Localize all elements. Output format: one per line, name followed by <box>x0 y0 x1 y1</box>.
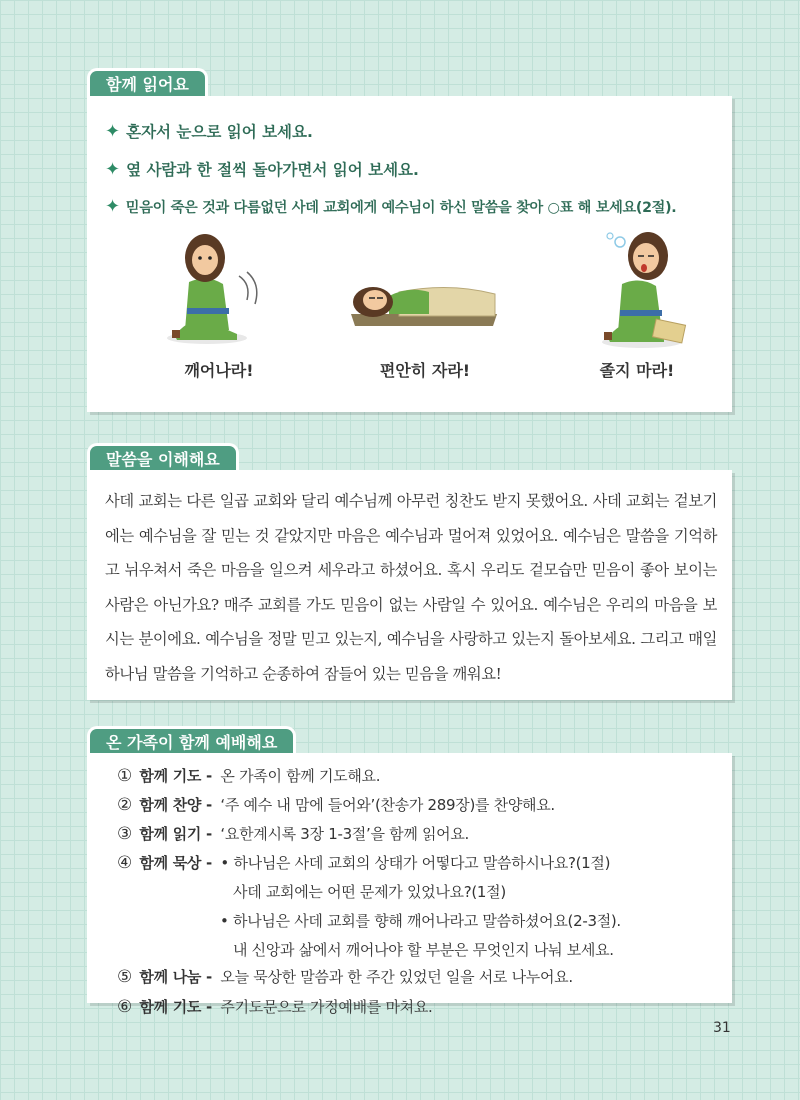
page-number: 31 <box>713 1020 731 1036</box>
man-lying-asleep-illustration <box>349 264 499 334</box>
item-text: 주기도문으로 가정예배를 마쳐요. <box>220 998 433 1016</box>
item-number: ④ <box>117 853 132 873</box>
family-worship-panel <box>87 753 732 1003</box>
item-label: 함께 기도 - <box>139 998 212 1016</box>
section-tab-read-together: 함께 읽어요 <box>87 68 208 99</box>
item-label: 함께 읽기 - <box>139 825 212 843</box>
item-number: ⑥ <box>117 997 132 1017</box>
item-text: ‘요한계시록 3장 1-3절’을 함께 읽어요. <box>220 825 470 843</box>
instruction-3 <box>105 196 676 217</box>
item-label: 함께 나눔 - <box>139 968 212 986</box>
jesus-sitting-up-illustration <box>167 226 277 346</box>
star-bullet-icon: ✦ <box>105 159 121 180</box>
item-label: 함께 기도 - <box>139 767 212 785</box>
read-together-panel <box>87 96 732 412</box>
worship-item-4 <box>117 852 610 873</box>
worship-item-6 <box>117 996 433 1017</box>
item-number: ③ <box>117 824 132 844</box>
worship-item-5 <box>117 966 573 987</box>
worship-item-3 <box>117 823 469 844</box>
explanation-paragraph: 사데 교회는 다른 일곱 교회와 달리 예수님께 아무런 칭찬도 받지 못했어요. 사데 교회는 겉보기에는 예수님을 잘 믿는 것 같았지만 마음은 예수님과 멀어져 있었어요. 예수님은 말씀을 기억하고 뉘우쳐서 죽은 마음을 일으켜 세우라고 하셨어요. 혹시 우리도 겉모습만 믿음이 좋아 보이는 사람은 아닌가요? 매주 교회를 가도 믿음이 없는 사람일 수 있어요. 예수님은 우리의 마음을 보시는 분이에요. 예수님을 정말 믿고 있는지, 예수님을 사랑하고 있는지 돌아보세요. 그리고 매일 하나님 말씀을 기억하고 순종하여 잠들어 있는 믿음을 깨워요! <box>105 492 717 683</box>
item-number: ⑤ <box>117 967 132 987</box>
item-number: ① <box>117 766 132 786</box>
star-bullet-icon: ✦ <box>105 121 121 142</box>
section-tab-understand-word: 말씀을 이해해요 <box>87 443 239 474</box>
item-text: 온 가족이 함께 기도해요. <box>220 767 381 785</box>
man-sleeping-sitting-illustration <box>592 226 702 351</box>
meditation-line-1: 사데 교회에는 어떤 문제가 있었나요?(1절) <box>233 883 506 901</box>
understand-word-panel <box>87 470 732 700</box>
star-bullet-icon: ✦ <box>105 196 120 217</box>
meditation-line-2: • 하나님은 사데 교회를 향해 깨어나라고 말씀하셨어요(2-3절). <box>220 912 621 930</box>
caption-wake-up: 깨어나라! <box>184 361 254 380</box>
item-label: 함께 찬양 - <box>139 796 212 814</box>
item-text: 오늘 묵상한 말씀과 한 주간 있었던 일을 서로 나누어요. <box>220 968 573 986</box>
caption-sleep-peacefully: 편안히 자라! <box>379 361 471 380</box>
worship-item-1 <box>117 765 380 786</box>
instruction-1-text: 혼자서 눈으로 읽어 보세요. <box>126 123 313 141</box>
instruction-1 <box>105 120 313 142</box>
meditation-line-3: 내 신앙과 삶에서 깨어나야 할 부분은 무엇인지 나눠 보세요. <box>233 941 614 959</box>
worship-item-2 <box>117 794 555 815</box>
item-label: 함께 묵상 - <box>139 854 212 872</box>
instruction-2-text: 옆 사람과 한 절씩 돌아가면서 읽어 보세요. <box>126 161 419 179</box>
item-text: • 하나님은 사데 교회의 상태가 어떻다고 말씀하시나요?(1절) <box>220 854 611 872</box>
caption-do-not-doze: 졸지 마라! <box>599 361 675 380</box>
item-number: ② <box>117 795 132 815</box>
item-text: ‘주 예수 내 맘에 들어와’(찬송가 289장)를 찬양해요. <box>220 796 555 814</box>
instruction-3-text: 믿음이 죽은 것과 다름없던 사데 교회에게 예수님이 하신 말씀을 찾아 ○표 해 보세요(2절). <box>125 200 677 216</box>
section-tab-family-worship: 온 가족이 함께 예배해요 <box>87 726 296 757</box>
instruction-2 <box>105 158 419 180</box>
